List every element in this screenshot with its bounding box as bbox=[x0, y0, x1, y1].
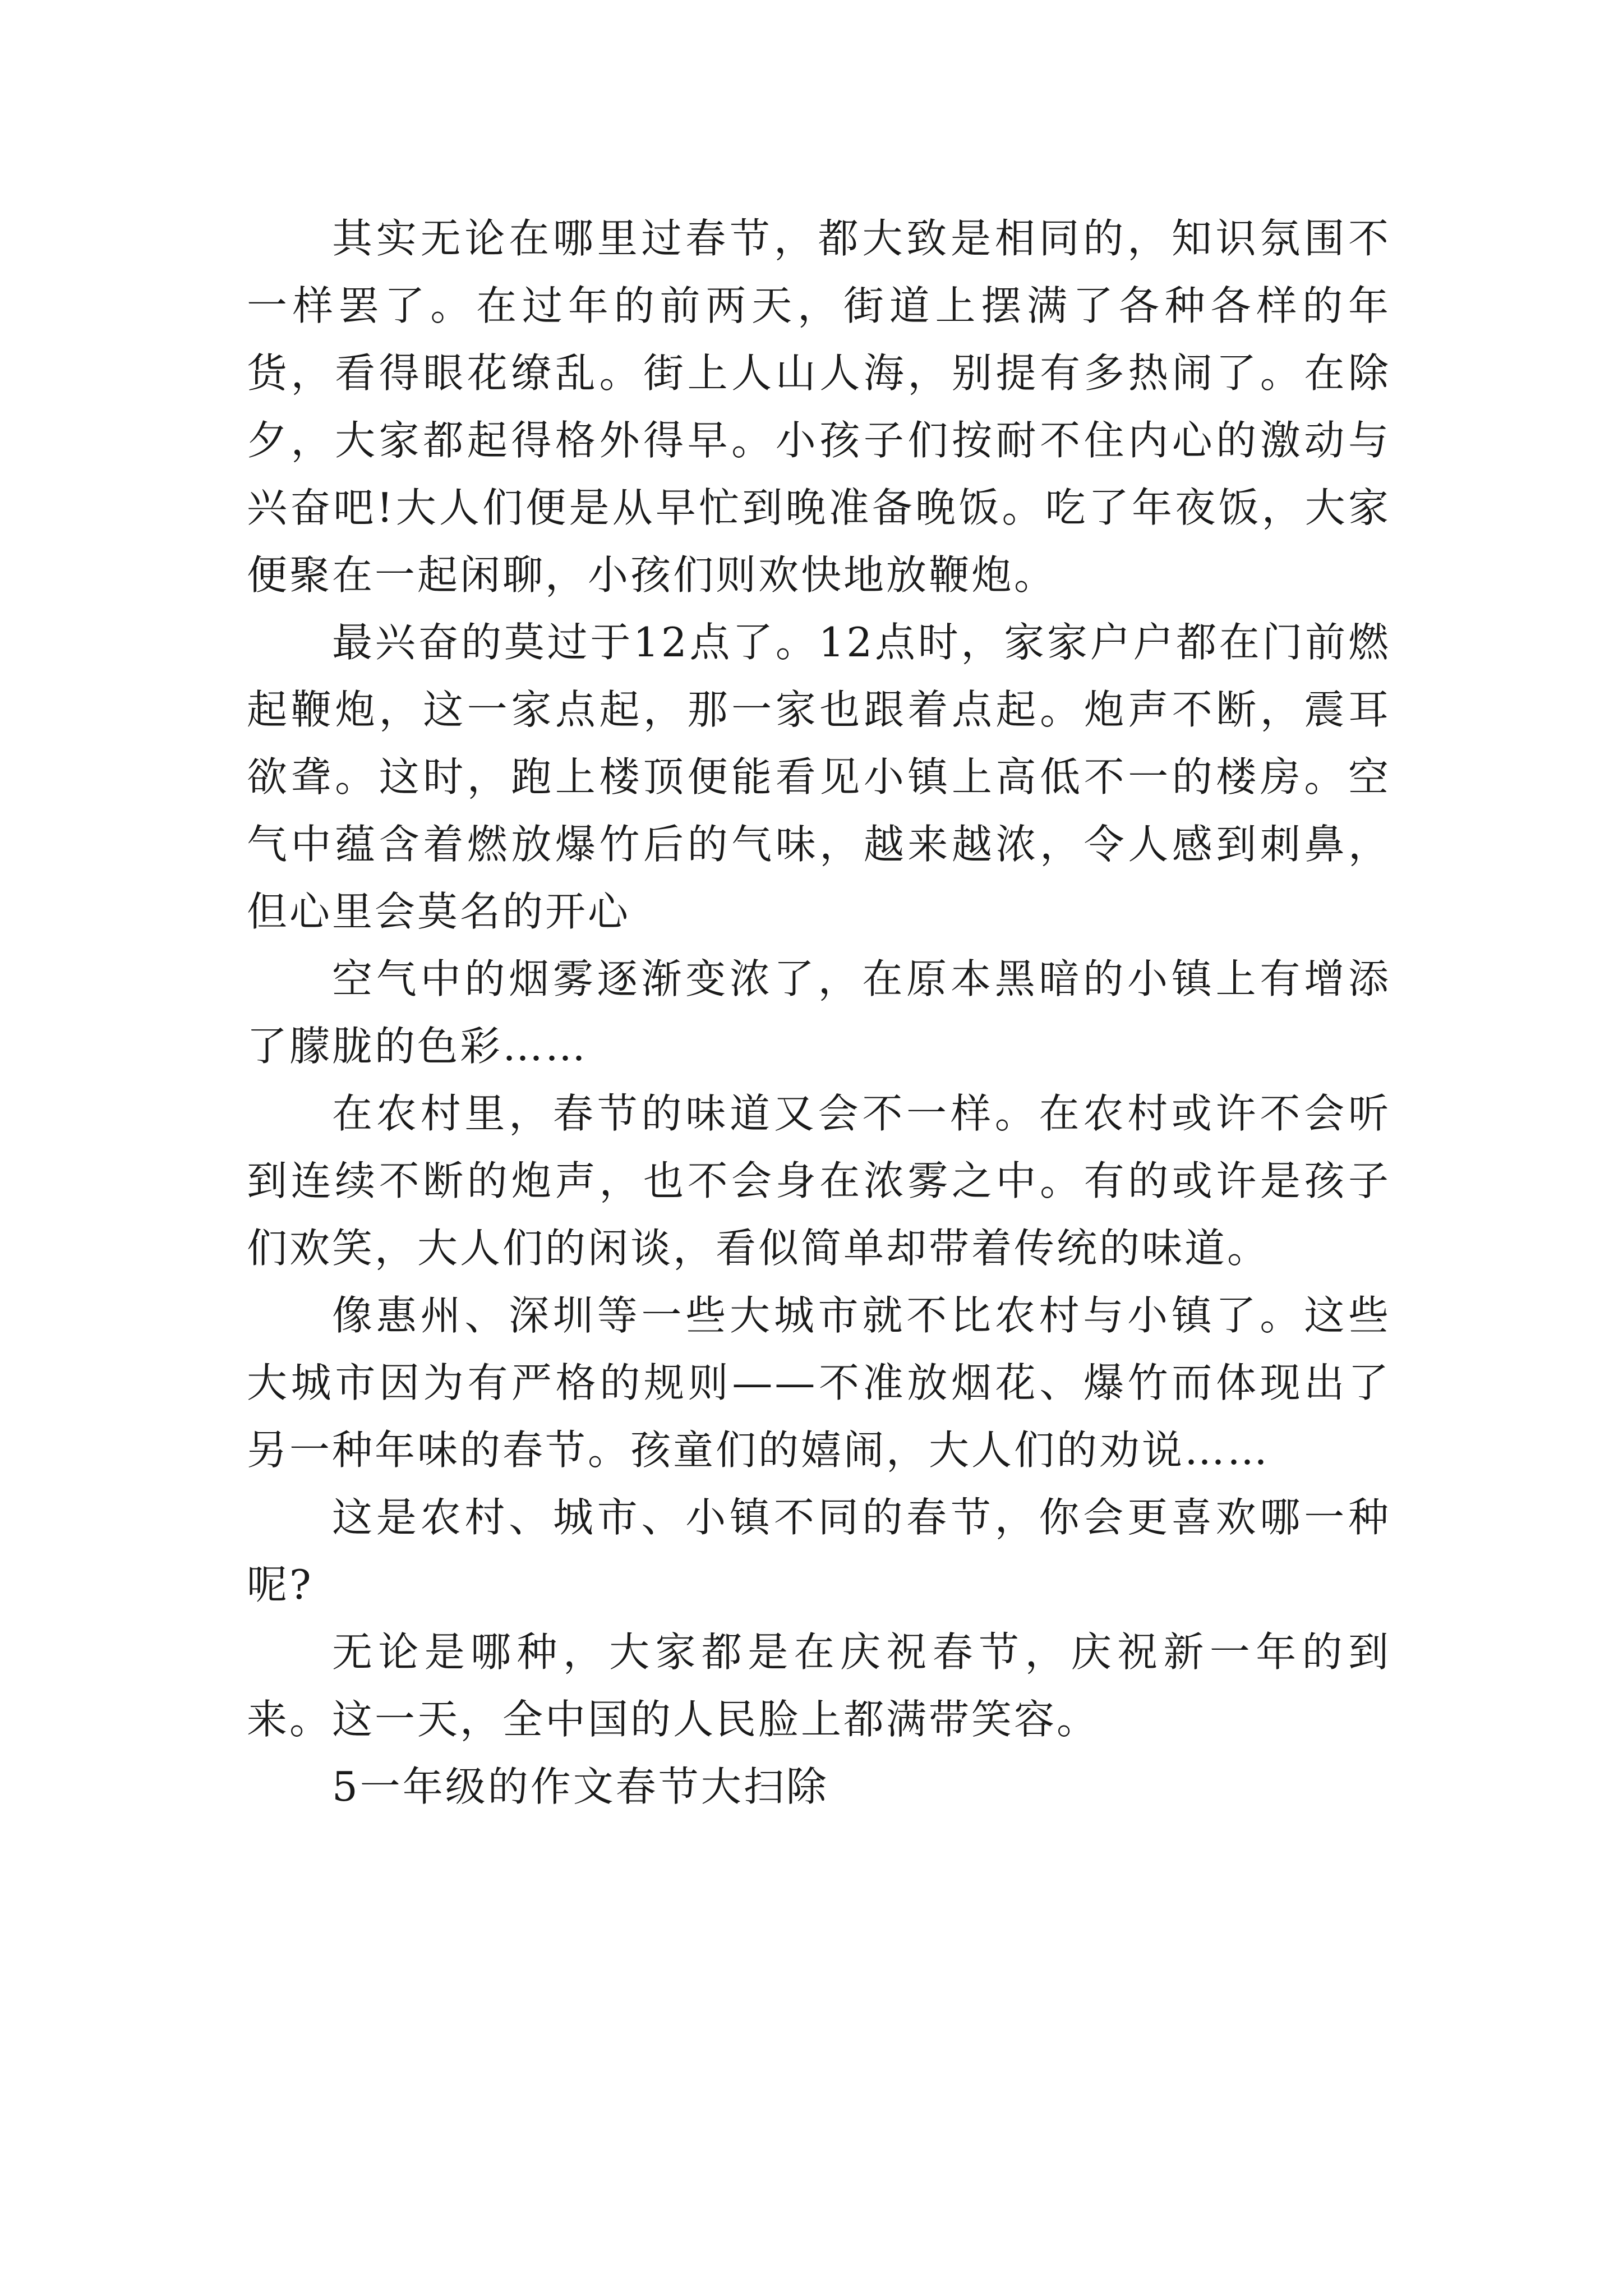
paragraph-1: 其实无论在哪里过春节，都大致是相同的，知识氛围不一样罢了。在过年的前两天，街道上摆满了各种各样的年货，看得眼花缭乱。街上人山人海，别提有多热闹了。在除夕，大家都起得格外得早。小孩子们按耐不住内心的激动与兴奋吧!大人们便是从早忙到晚准备晚饭。吃了年夜饭，大家便聚在一起闲聊，小孩们则欢快地放鞭炮。 bbox=[247, 215, 1391, 599]
section-heading: 5一年级的作文春节大扫除 bbox=[332, 1763, 829, 1810]
paragraph-2: 最兴奋的莫过于12点了。12点时，家家户户都在门前燃起鞭炮，这一家点起，那一家也跟着点起。炮声不断，震耳欲聋。这时，跑上楼顶便能看见小镇上高低不一的楼房。空气中蕴含着燃放爆竹后的气味，越来越浓，令人感到刺鼻，但心里会莫名的开心 bbox=[247, 619, 1391, 935]
paragraph-4: 在农村里，春节的味道又会不一样。在农村或许不会听到连续不断的炮声，也不会身在浓雾之中。有的或许是孩子们欢笑，大人们的闲谈，看似简单却带着传统的味道。 bbox=[247, 1090, 1391, 1272]
paragraph-5: 像惠州、深圳等一些大城市就不比农村与小镇了。这些大城市因为有严格的规则——不准放烟花、爆竹而体现出了另一种年味的春节。孩童们的嬉闹，大人们的劝说…… bbox=[247, 1292, 1391, 1474]
paragraph-7: 无论是哪种，大家都是在庆祝春节，庆祝新一年的到来。这一天，全中国的人民脸上都满带笑容。 bbox=[247, 1628, 1391, 1743]
paragraph-6: 这是农村、城市、小镇不同的春节，你会更喜欢哪一种呢? bbox=[247, 1494, 1391, 1608]
paragraph-3: 空气中的烟雾逐渐变浓了，在原本黑暗的小镇上有增添了朦胧的色彩…… bbox=[247, 955, 1391, 1070]
document-page bbox=[247, 205, 1391, 1820]
